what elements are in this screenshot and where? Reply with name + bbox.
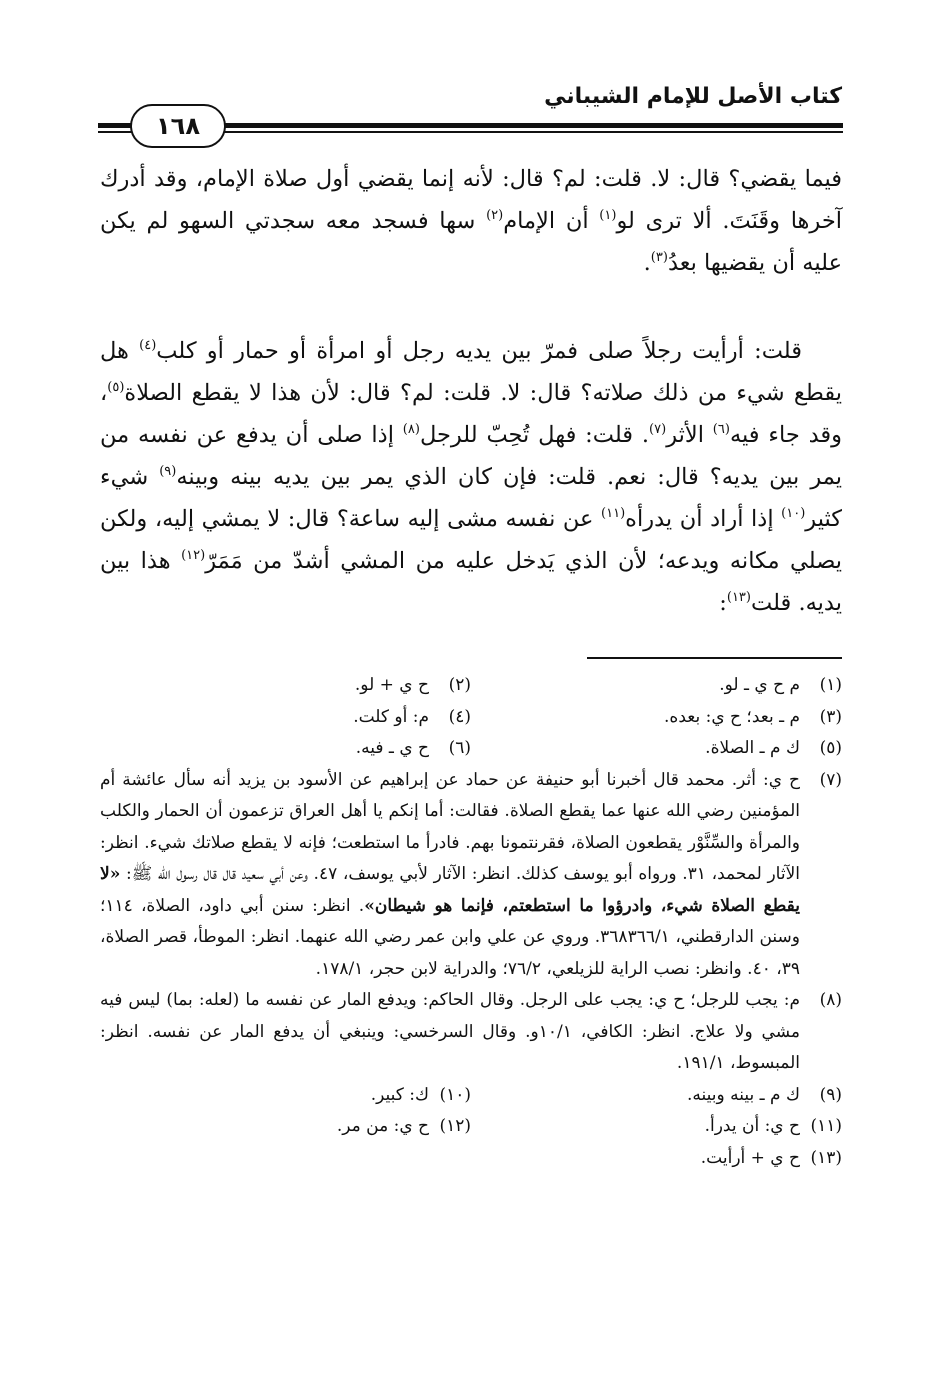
footnote-number: (١٢)	[439, 1116, 471, 1136]
body-text: الأثر	[666, 422, 713, 448]
footnote-ref: (٢)	[486, 208, 504, 223]
body-text: .	[643, 250, 651, 276]
footnote-text: ك: كبير.	[370, 1084, 429, 1105]
body-text: شيء كثير	[100, 464, 842, 532]
footnote-number: (٢)	[448, 675, 471, 695]
footnote-number: (٨)	[819, 990, 842, 1010]
body-text: عن نفسه مشى إليه ساعة؟ قال: لا يمشي إليه، ولكن يصلي مكانه ويدعه؛ لأن الذي يَدخل عليه من المشي أشدّ من مَمَرّ	[100, 506, 842, 574]
footnote-3	[471, 702, 842, 734]
body-text: :	[719, 590, 727, 616]
footnote-text: ح ي: أن يدرأ.	[704, 1116, 800, 1136]
footnote-number: (١١)	[810, 1116, 842, 1136]
page-number: ١٦٨	[130, 104, 226, 148]
footnote-text: ح ي: من مر.	[336, 1116, 429, 1136]
footnote-13	[471, 1143, 842, 1175]
footnote-separator	[587, 657, 842, 659]
body-text: ، وقد جاء فيه	[100, 380, 842, 448]
footnote-7	[100, 765, 842, 986]
footnote-5	[471, 733, 842, 765]
footnote-ref: (٥)	[107, 380, 125, 395]
footnote-10	[100, 1080, 471, 1112]
footnote-ref: (١)	[599, 208, 617, 223]
body-text: أن الإمام	[503, 208, 600, 234]
body-text: . قلت: فهل تُحِبّ للرجل	[419, 422, 650, 448]
footnote-number: (١٣)	[810, 1147, 842, 1168]
footnote-row	[100, 733, 842, 765]
footnote-ref: (٩)	[159, 464, 177, 479]
footnote-number: (٥)	[819, 738, 842, 758]
footnote-text: م: أو كلت.	[353, 706, 429, 727]
body-paragraph-2	[100, 330, 842, 624]
footnote-text: ح ي + لو.	[354, 675, 429, 695]
footnote-row	[100, 702, 842, 734]
footnote-row	[100, 670, 842, 702]
footnote-text: ك م ـ الصلاة.	[705, 738, 800, 758]
footnote-text-part: . انظر: سنن أبي داود، الصلاة، ١١٤؛ وسنن الدارقطني، ٣٦٨٣٦٦/١. وروي عن علي وابن عمر رضي الله عنهما. انظر: الموطأ، قصر الصلاة، ٣٩، ٤٠. وانظر: نصب الراية للزيلعي، ٧٦/٢؛ والدراية لابن حجر، ١٧٨/١.	[100, 895, 801, 979]
body-text: إذا أراد أن يدرأه	[625, 506, 782, 532]
footnote-4	[100, 702, 471, 734]
footnote-number: (٩)	[819, 1084, 842, 1105]
footnote-number: (١)	[819, 675, 842, 695]
footnote-ref: (٦)	[712, 422, 730, 437]
footnote-text	[100, 765, 800, 986]
footnote-row	[100, 1111, 842, 1143]
body-text: هذا بين يديه. قلت	[100, 548, 842, 616]
footnote-text: م ح ي ـ لو.	[719, 675, 800, 695]
footnote-ref: (١٠)	[781, 506, 806, 521]
footnote-text: م: يجب للرجل؛ ح ي: يجب على الرجل. وقال الحاكم: ويدفع المار عن نفسه ما (لعله: بما) ليس فيه مشي ولا علاج. انظر: الكافي، ١٠/١و. وقال السرخسي: وينبغي أن يدفع المار عن نفسه. انظر: المبسوط، ١٩١/١.	[100, 990, 800, 1073]
footnote-ref: (٨)	[402, 422, 420, 437]
footnotes	[100, 670, 842, 1174]
footnote-row	[100, 1143, 842, 1175]
body-text: السهو لم يكن عليه أن يقضيها بعدُ	[100, 208, 842, 276]
footnote-number: (٣)	[819, 706, 842, 727]
footnote-text: ح ي ـ فيه.	[355, 738, 429, 758]
body-paragraph-1	[100, 158, 842, 284]
footnote-11	[471, 1111, 842, 1143]
body-text: قلت: أرأيت رجلاً صلى فمرّ بين يديه رجل أو امرأة أو حمار أو كلب	[156, 338, 802, 364]
footnote-9	[471, 1080, 842, 1112]
footnote-number: (٧)	[819, 769, 842, 790]
running-title: كتاب الأصل للإمام الشيباني	[544, 84, 842, 109]
footnote-ref: (١٢)	[181, 548, 206, 563]
hadith-quote: «لا يقطع الصلاة شيء، وادرؤوا ما استطعتم، فإنما هو شيطان»	[100, 864, 801, 916]
footnote-number: (٦)	[448, 738, 471, 758]
footnote-1	[471, 670, 842, 702]
footnote-ref: (٣)	[650, 250, 668, 265]
footnote-ref: (٧)	[649, 422, 667, 437]
footnote-text: ك م ـ بينه وبينه.	[687, 1084, 800, 1105]
footnote-2	[100, 670, 471, 702]
body-text: إذا صلى أن يدفع عن نفسه من يمر بين يديه؟ قال: نعم. قلت: فإن كان الذي يمر بين يديه بينه وبينه	[100, 422, 843, 490]
footnote-number: (١٠)	[439, 1084, 471, 1105]
body-text: وقد أدرك آخرها وقَنَتَ. ألا ترى لو	[100, 166, 842, 234]
footnote-ref: (١٣)	[726, 590, 751, 605]
footnote-text: ح ي + أرأيت.	[700, 1147, 800, 1168]
footnote-row	[100, 1080, 842, 1112]
footnote-ref: (١١)	[601, 506, 626, 521]
footnote-8	[100, 985, 842, 1080]
body-text: فيما يقضي؟ قال: لا. قلت: لم؟ قال: لأنه إنما يقضي أول صلاة الإمام،	[195, 166, 842, 192]
footnote-12	[100, 1111, 471, 1143]
footnote-number: (٤)	[448, 706, 471, 727]
footnote-text: م ـ بعد؛ ح ي: بعده.	[664, 706, 800, 727]
footnote-ref: (٤)	[139, 338, 157, 353]
body-text: سها فسجد معه سجدتي	[244, 208, 487, 234]
footnote-6	[100, 733, 471, 765]
body-text: هل يقطع شيء من ذلك صلاته؟ قال: لا. قلت: لم؟ قال: لأن هذا لا يقطع الصلاة	[100, 338, 842, 406]
footnote-text-part: ح ي: أثر. محمد قال أخبرنا أبو حنيفة عن حماد عن إبراهيم عن الأسود بن يزيد أنه سأل عائشة أم المؤمنين رضي الله عنها عما يقطع الصلاة. فقالت: أما إنكم يا أهل العراق تزعمون أن الحمار والكلب والمرأة والسِّنَّوْر يقطعون الصلاة، فقرنتمونا بهم. فادرأ ما استطعت؛ فإنه لا يقطع صلاتك شيء. انظر: الآثار لمحمد، ٣١. ورواه أبو يوسف كذلك. انظر: الآثار لأبي يوسف، ٤٧. وعن أبي سعيد قال قال رسول الله ﷺ:	[100, 769, 800, 884]
